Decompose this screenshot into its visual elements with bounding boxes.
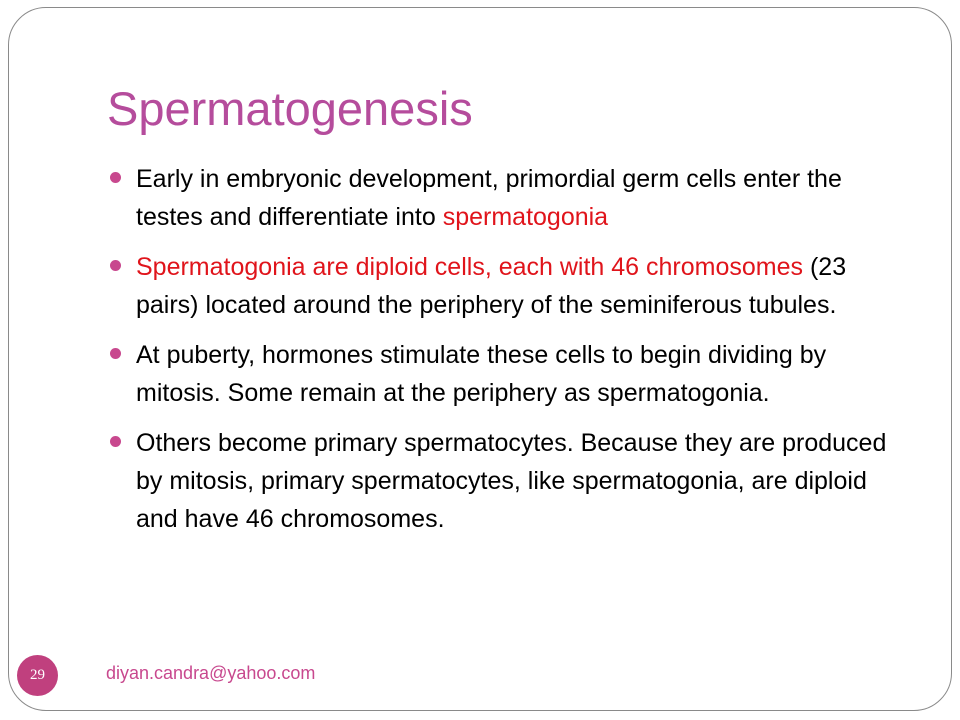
bullet-item	[110, 160, 910, 236]
bullet-list	[110, 160, 910, 538]
bullet-highlight-text: spermatogonia	[442, 203, 609, 231]
bullet-highlight-text: Spermatogonia are diploid cells, each with 46 chromosomes	[136, 253, 804, 281]
bullet-marker	[110, 260, 121, 271]
bullet-item	[110, 248, 910, 324]
bullet-item	[110, 424, 910, 538]
footer-email: diyan.candra@yahoo.com	[106, 663, 316, 683]
bullet-text: Others become primary spermatocytes. Because they are produced by mitosis, primary spermatocytes, like spermatogonia, are diploid and have 46 chromosomes.	[136, 429, 887, 533]
bullet-text-after: (23 pairs) located around the periphery of the seminiferous tubules.	[136, 253, 847, 319]
bullet-marker	[110, 436, 121, 447]
slide-title: Spermatogenesis	[107, 82, 473, 135]
page-number-badge: 29	[17, 655, 58, 696]
bullet-marker	[110, 172, 121, 183]
bullet-item	[110, 336, 910, 412]
bullet-text: At puberty, hormones stimulate these cells to begin dividing by mitosis. Some remain at the periphery as spermatogonia.	[136, 341, 827, 407]
bullet-marker	[110, 348, 121, 359]
bullet-text: Early in embryonic development, primordial germ cells enter the testes and differentiate into	[136, 165, 842, 231]
